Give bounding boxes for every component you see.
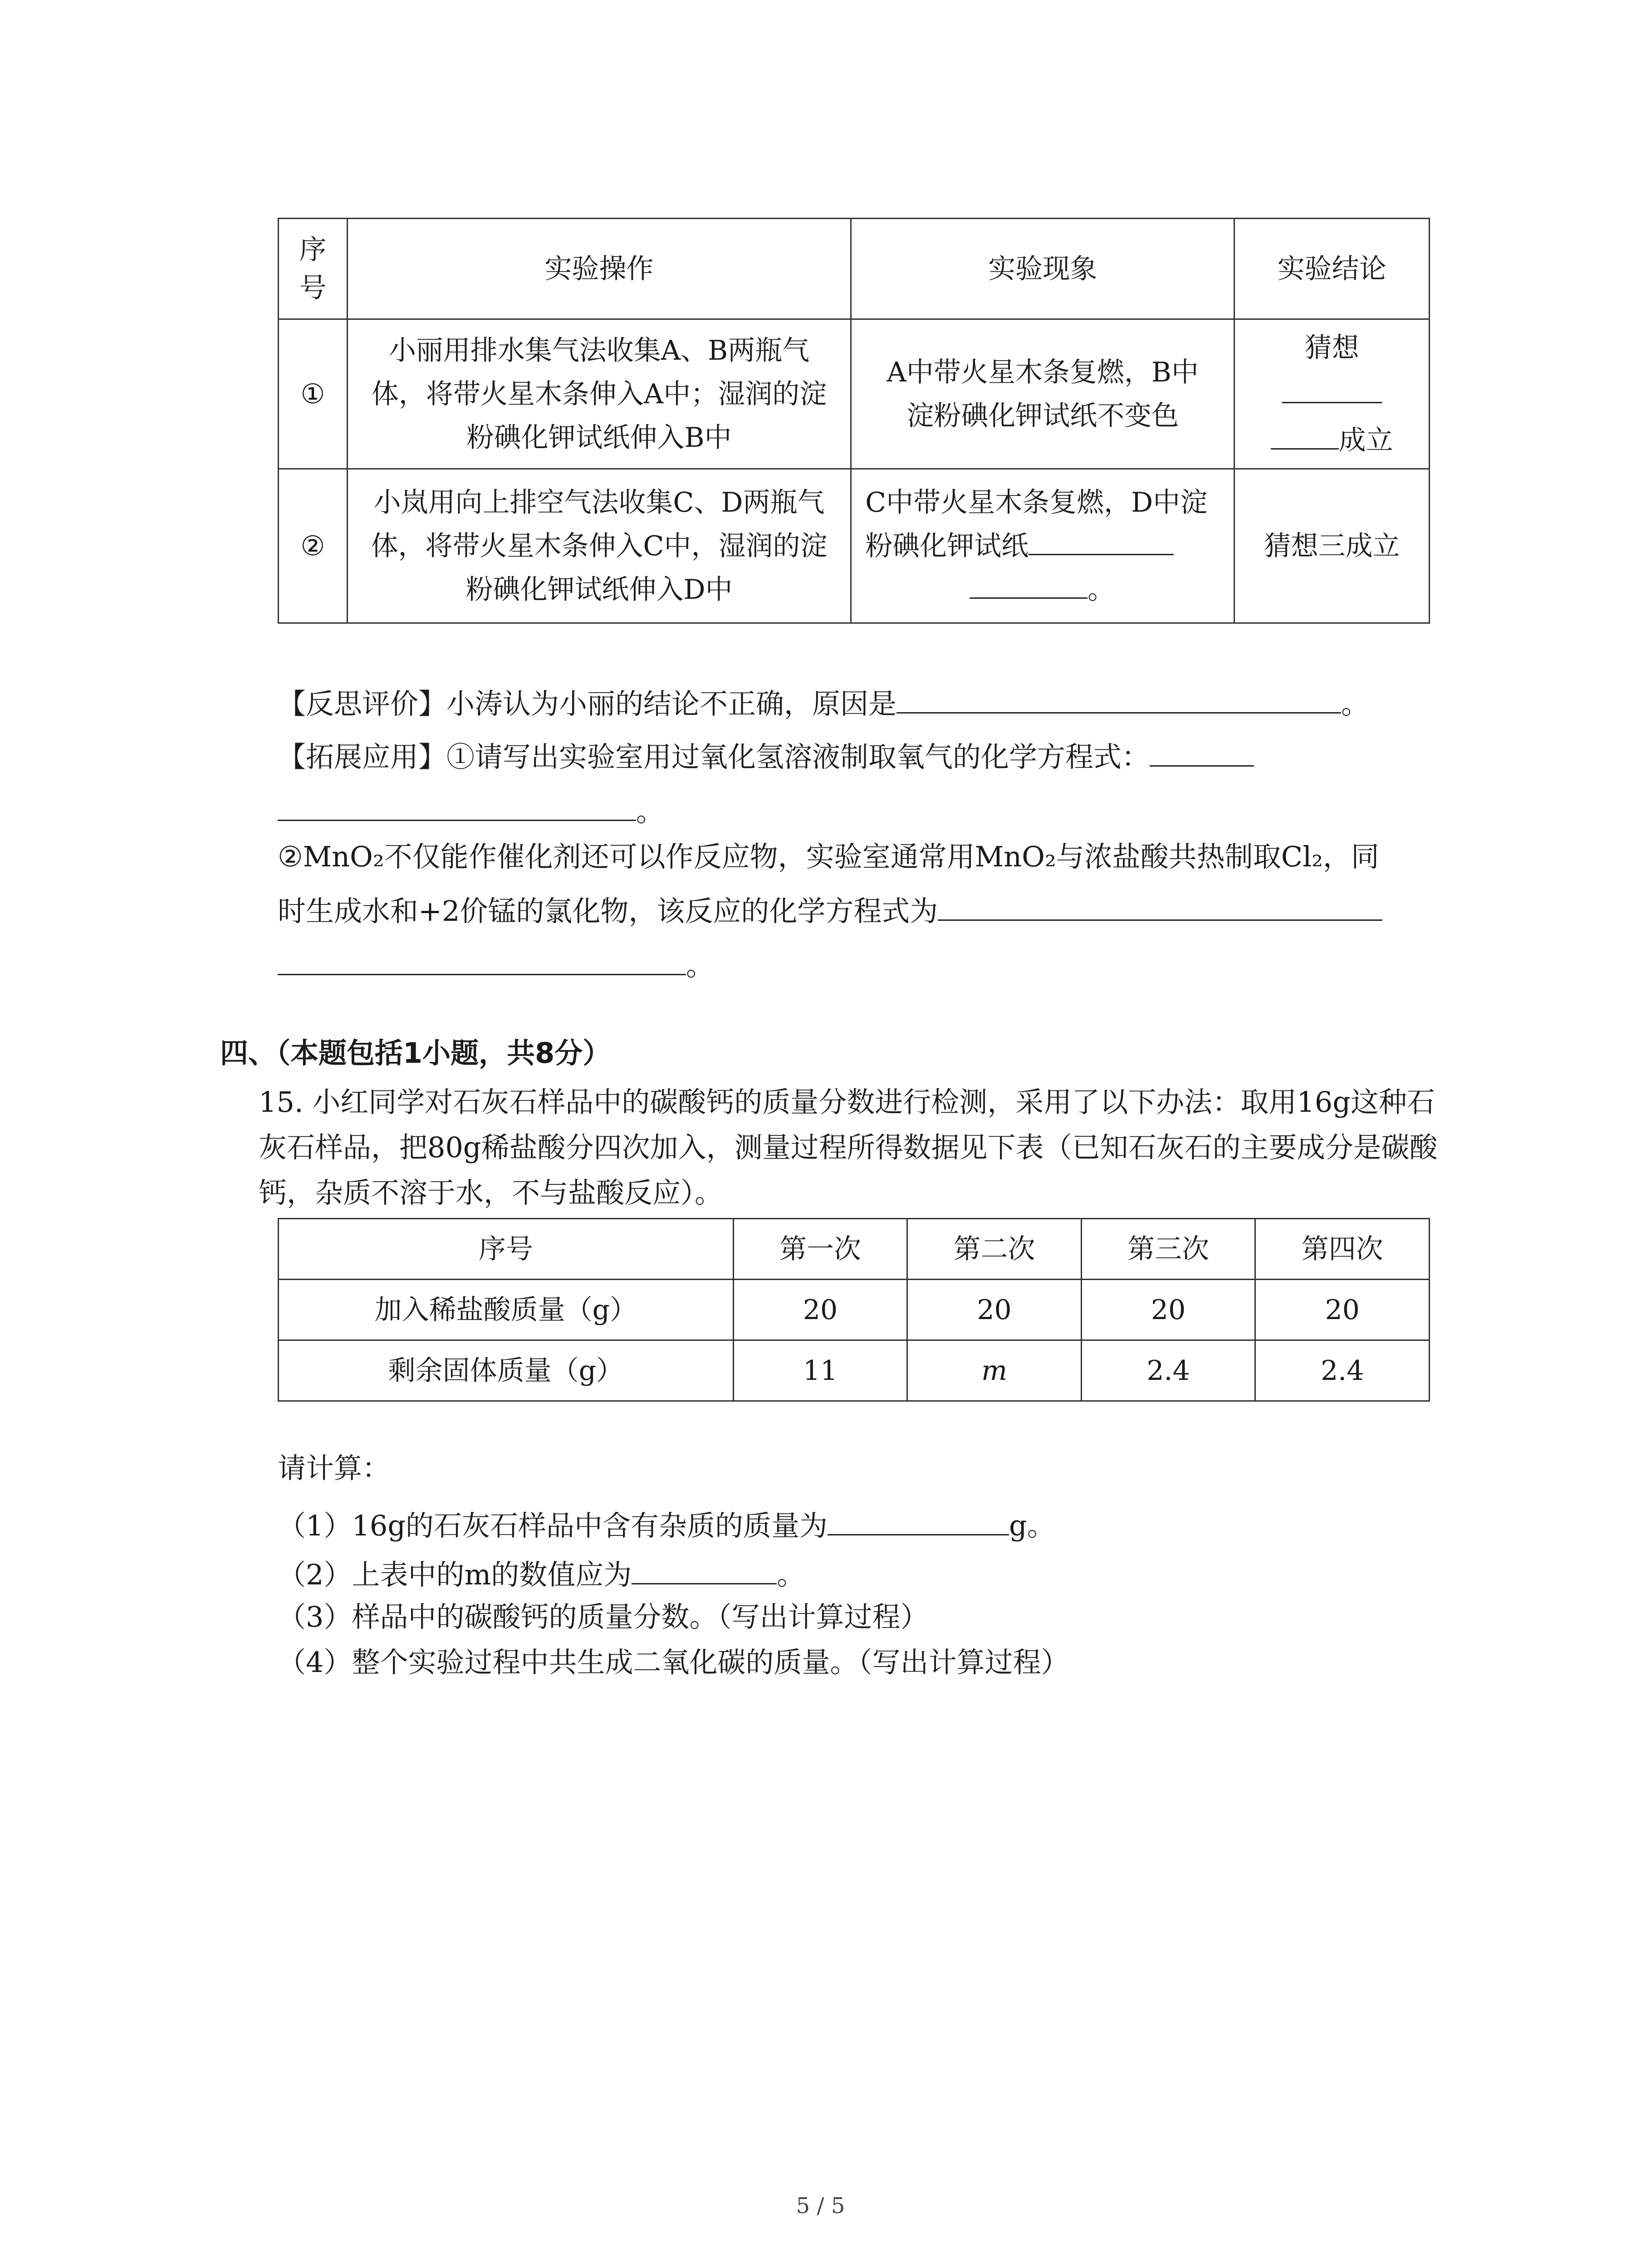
t2-header: 第一次 [733, 1219, 907, 1280]
extension-line2 [278, 840, 1379, 874]
calc-q2-end: 。 [777, 1558, 805, 1591]
t2-header: 序号 [279, 1219, 734, 1280]
extension-line3b [278, 946, 714, 982]
extension-line3 [278, 891, 1382, 928]
t2-cell: 20 [733, 1280, 907, 1340]
extension-end3: 。 [686, 949, 715, 982]
extension-text1: 【拓展应用】①请写出实验室用过氧化氢溶液制取氧气的化学方程式： [278, 740, 1150, 773]
row1-conclusion-top: 猜想 [1304, 332, 1359, 364]
t2-cell: 2.4 [1081, 1340, 1255, 1401]
answer-blank[interactable] [970, 570, 1087, 599]
extension-line1b [278, 792, 664, 828]
calc-q3: （3）样品中的碳酸钙的质量分数。（写出计算过程） [278, 1600, 929, 1633]
reflection-text: 【反思评价】小涛认为小丽的结论不正确，原因是 [278, 687, 897, 720]
t2-cell: m [907, 1340, 1082, 1401]
row1-no: ① [279, 319, 348, 469]
row2-operation: 小岚用向上排空气法收集C、D两瓶气体，将带火星木条伸入C中，湿润的淀粉碘化钾试纸伸入D中 [347, 469, 851, 623]
t2-cell: 20 [1255, 1280, 1430, 1340]
answer-blank[interactable] [938, 891, 1382, 921]
calc-q2 [278, 1555, 805, 1592]
calc-q2-text: （2）上表中的m的数值应为 [278, 1558, 632, 1591]
answer-blank[interactable] [278, 792, 636, 821]
question-15: 15. 小红同学对石灰石样品中的碳酸钙的质量分数进行检测，采用了以下办法：取用16g这种石灰石样品，把80g稀盐酸分四次加入，测量过程所得数据见下表（已知石灰石的主要成分是碳酸钙，杂质不溶于水，不与盐酸反应）。 [259, 1085, 1438, 1209]
page-number: 5 / 5 [796, 2193, 845, 2219]
answer-blank[interactable] [828, 1506, 1009, 1535]
answer-blank[interactable] [1271, 421, 1339, 450]
t2-cell: 11 [733, 1340, 907, 1401]
answer-blank[interactable] [632, 1555, 777, 1584]
extension-line1 [278, 737, 1254, 774]
section-title: 四、（本题包括1小题，共8分） [220, 1036, 611, 1070]
row2-phenomenon-end: 。 [1087, 573, 1115, 606]
answer-blank[interactable] [278, 946, 686, 975]
row1-phenomenon: A中带火星木条复燃，B中淀粉碘化钾试纸不变色 [851, 319, 1234, 469]
t2-cell: 20 [1081, 1280, 1255, 1340]
calc-q1 [278, 1506, 1055, 1543]
header-conclusion: 实验结论 [1234, 219, 1430, 319]
row2-phenomenon-text: C中带火星木条复燃，D中淀粉碘化钾试纸 [865, 486, 1208, 562]
extension-text3: 时生成水和+2价锰的氯化物，该反应的化学方程式为 [278, 894, 938, 928]
t2-cell: 20 [907, 1280, 1082, 1340]
row2-conclusion: 猜想三成立 [1234, 469, 1430, 623]
row1-operation: 小丽用排水集气法收集A、B两瓶气体，将带火星木条伸入A中；湿润的淀粉碘化钾试纸伸入B中 [347, 319, 851, 469]
extension-end1: 。 [636, 795, 665, 828]
calc-q1-text: （1）16g的石灰石样品中含有杂质的质量为 [278, 1509, 828, 1542]
t2-cell: 加入稀盐酸质量（g） [279, 1280, 734, 1340]
answer-blank[interactable] [1150, 737, 1254, 767]
answer-blank[interactable] [1029, 527, 1174, 555]
t2-header: 第三次 [1081, 1219, 1255, 1280]
calc-q1-end: g。 [1009, 1509, 1055, 1542]
data-table [278, 1218, 1430, 1402]
row1-conclusion-bottom: 成立 [1338, 424, 1393, 456]
t2-cell: 2.4 [1255, 1340, 1430, 1401]
row1-conclusion [1234, 319, 1430, 469]
t2-header: 第四次 [1255, 1219, 1430, 1280]
answer-blank[interactable] [1240, 371, 1423, 417]
row2-phenomenon [851, 469, 1234, 623]
reflection-line [278, 684, 1369, 721]
calc-q4: （4）整个实验过程中共生成二氧化碳的质量。（写出计算过程） [278, 1646, 1069, 1679]
experiment-table [278, 218, 1430, 624]
t2-cell: 剩余固体质量（g） [279, 1340, 734, 1401]
extension-text2: ②MnO₂不仅能作催化剂还可以作反应物，实验室通常用MnO₂与浓盐酸共热制取Cl₂，同 [278, 840, 1379, 873]
t2-header: 第二次 [907, 1219, 1082, 1280]
reflection-end: 。 [1341, 687, 1370, 720]
header-phenomenon: 实验现象 [851, 219, 1234, 319]
answer-blank[interactable] [896, 684, 1341, 714]
header-operation: 实验操作 [347, 219, 851, 319]
row2-no: ② [279, 469, 348, 623]
header-no: 序 号 [279, 219, 348, 319]
calc-intro: 请计算： [278, 1452, 391, 1485]
